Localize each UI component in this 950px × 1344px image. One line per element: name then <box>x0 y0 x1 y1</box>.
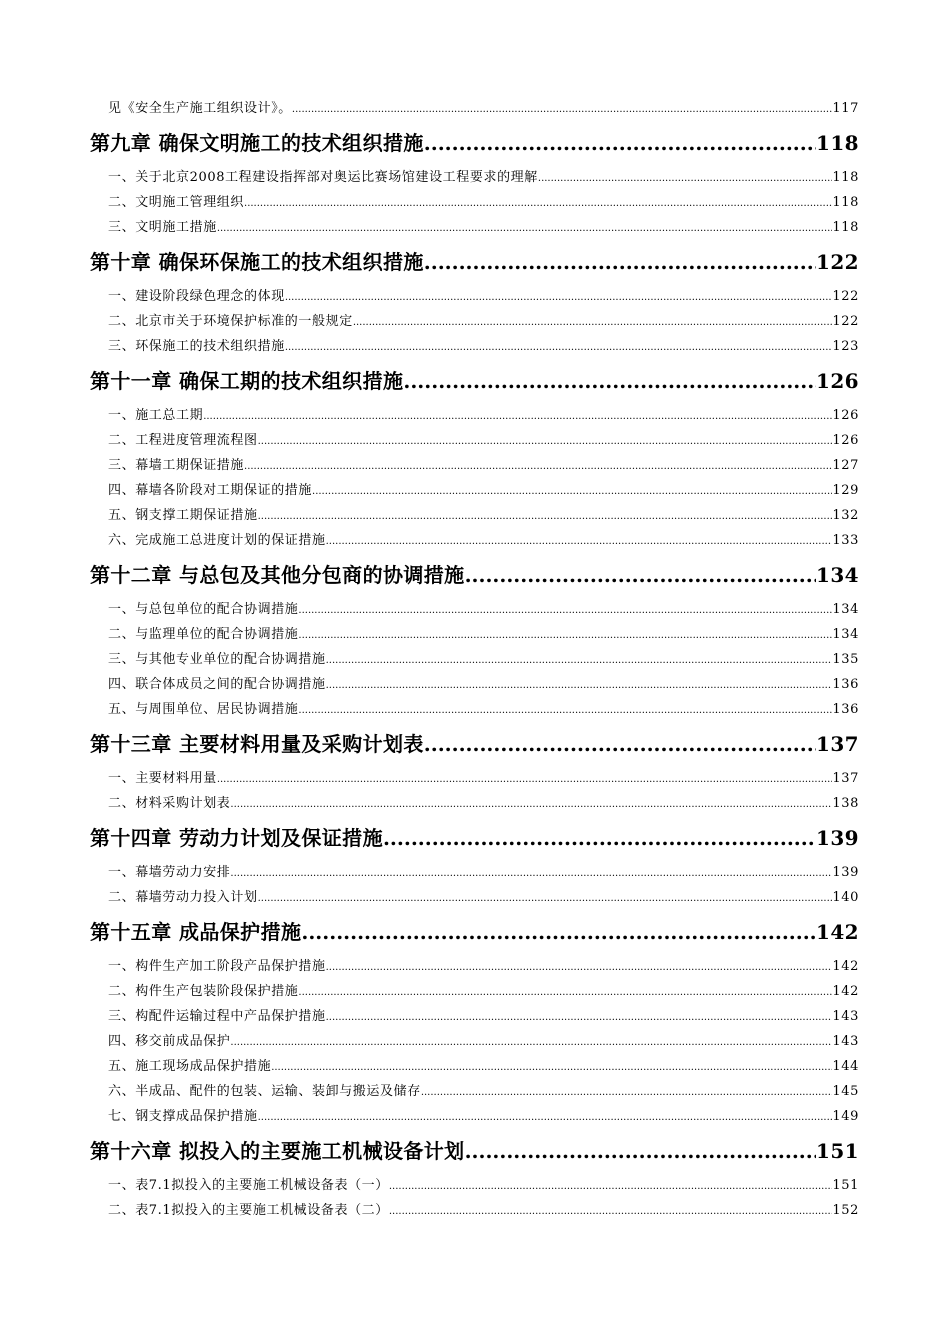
toc-section-entry[interactable] <box>90 1004 859 1029</box>
toc-entry-label: 三、幕墙工期保证措施 <box>108 458 245 473</box>
toc-entry-label: 一、表7.1拟投入的主要施工机械设备表（一） <box>108 1178 389 1193</box>
toc-entry-label: 四、联合体成员之间的配合协调措施 <box>108 677 326 692</box>
toc-leader-dots <box>298 623 832 647</box>
toc-leader-dots <box>244 191 832 215</box>
toc-leader-dots <box>326 648 833 672</box>
toc-entry-label: 第十四章 劳动力计划及保证措施 <box>90 826 383 850</box>
toc-page-number: 134 <box>816 563 859 587</box>
toc-page-number: 151 <box>832 1178 859 1193</box>
toc-chapter-entry[interactable] <box>90 1129 859 1173</box>
toc-leader-dots <box>312 479 832 503</box>
toc-section-entry[interactable] <box>90 860 859 885</box>
toc-page-number: 118 <box>832 195 859 210</box>
toc-entry-label: 第十章 确保环保施工的技术组织措施 <box>90 250 424 274</box>
toc-section-entry[interactable] <box>90 1173 859 1198</box>
toc-section-entry[interactable] <box>90 791 859 816</box>
toc-entry-label: 一、主要材料用量 <box>108 771 217 786</box>
toc-leader-dots <box>383 816 816 860</box>
toc-leader-dots <box>389 1174 833 1198</box>
toc-entry-label: 二、表7.1拟投入的主要施工机械设备表（二） <box>108 1203 389 1218</box>
toc-leader-dots <box>421 1080 833 1104</box>
toc-page-number: 143 <box>832 1034 859 1049</box>
toc-entry-label: 三、环保施工的技术组织措施 <box>108 339 285 354</box>
toc-entry-label: 五、与周围单位、居民协调措施 <box>108 702 299 717</box>
toc-leader-dots <box>465 553 816 597</box>
toc-leader-dots <box>465 1129 816 1173</box>
toc-entry-label: 第十二章 与总包及其他分包商的协调措施 <box>90 563 465 587</box>
toc-page-number: 142 <box>832 984 859 999</box>
toc-leader-dots <box>424 121 816 165</box>
toc-entry-label: 二、工程进度管理流程图 <box>108 433 258 448</box>
toc-page-number: 143 <box>832 1009 859 1024</box>
toc-page-number: 123 <box>832 339 859 354</box>
toc-leader-dots <box>244 454 832 478</box>
toc-entry-label: 一、施工总工期 <box>108 408 204 423</box>
toc-leader-dots <box>403 359 816 403</box>
toc-section-entry[interactable] <box>90 766 859 791</box>
toc-entry-label: 二、构件生产包装阶段保护措施 <box>108 984 299 999</box>
toc-section-entry[interactable] <box>90 1029 859 1054</box>
toc-entry-label: 六、半成品、配件的包装、运输、装卸与搬运及储存 <box>108 1084 421 1099</box>
toc-entry-label: 第十六章 拟投入的主要施工机械设备计划 <box>90 1139 465 1163</box>
toc-leader-dots <box>353 310 833 334</box>
toc-section-entry[interactable] <box>90 647 859 672</box>
toc-page-number: 142 <box>816 920 859 944</box>
toc-page-number: 137 <box>816 732 859 756</box>
toc-leader-dots <box>203 404 832 428</box>
toc-chapter-entry[interactable] <box>90 910 859 954</box>
toc-leader-dots <box>258 429 833 453</box>
toc-section-entry[interactable] <box>90 1104 859 1129</box>
toc-leader-dots <box>258 1105 833 1129</box>
toc-page-number: 152 <box>832 1203 859 1218</box>
toc-entry-label: 一、构件生产加工阶段产品保护措施 <box>108 959 326 974</box>
toc-entry-label: 第十五章 成品保护措施 <box>90 920 302 944</box>
toc-page-number: 134 <box>832 602 859 617</box>
toc-leader-dots <box>538 166 832 190</box>
toc-section-entry[interactable] <box>90 885 859 910</box>
toc-page-number: 134 <box>832 627 859 642</box>
toc-leader-dots <box>424 722 816 766</box>
toc-page-number: 151 <box>816 1139 859 1163</box>
toc-entry-label: 二、文明施工管理组织 <box>108 195 245 210</box>
toc-page-number: 136 <box>832 677 859 692</box>
toc-page-number: 118 <box>832 220 859 235</box>
toc-section-entry[interactable] <box>90 478 859 503</box>
toc-page-number: 122 <box>832 314 859 329</box>
toc-leader-dots <box>271 1055 832 1079</box>
toc-section-entry[interactable] <box>90 697 859 722</box>
toc-page-number: 139 <box>832 865 859 880</box>
toc-entry-label: 三、构配件运输过程中产品保护措施 <box>108 1009 326 1024</box>
toc-entry-label: 一、关于北京2008工程建设指挥部对奥运比赛场馆建设工程要求的理解 <box>108 170 538 185</box>
toc-page-number: 135 <box>832 652 859 667</box>
toc-leader-dots <box>298 598 832 622</box>
toc-page-number: 126 <box>832 433 859 448</box>
toc-leader-dots <box>285 285 833 309</box>
toc-entry-label: 见《安全生产施工组织设计》。 <box>108 101 292 116</box>
toc-section-entry[interactable] <box>90 309 859 334</box>
toc-leader-dots <box>217 767 833 791</box>
toc-section-entry[interactable] <box>90 334 859 359</box>
toc-entry-label: 二、北京市关于环境保护标准的一般规定 <box>108 314 353 329</box>
toc-section-entry[interactable] <box>90 979 859 1004</box>
toc-entry-label: 五、施工现场成品保护措施 <box>108 1059 272 1074</box>
toc-section-entry[interactable] <box>90 284 859 309</box>
toc-page-number: 132 <box>832 508 859 523</box>
toc-leader-dots <box>326 529 833 553</box>
toc-section-entry[interactable] <box>90 96 859 121</box>
toc-leader-dots <box>326 955 833 979</box>
toc-chapter-entry[interactable] <box>90 121 859 165</box>
toc-section-entry[interactable] <box>90 165 859 190</box>
toc-entry-label: 二、材料采购计划表 <box>108 796 231 811</box>
toc-chapter-entry[interactable] <box>90 816 859 860</box>
toc-entry-label: 六、完成施工总进度计划的保证措施 <box>108 533 326 548</box>
toc-page-number: 138 <box>832 796 859 811</box>
toc-page-number: 127 <box>832 458 859 473</box>
toc-entry-label: 一、幕墙劳动力安排 <box>108 865 231 880</box>
toc-leader-dots <box>424 240 816 284</box>
toc-entry-label: 一、与总包单位的配合协调措施 <box>108 602 299 617</box>
toc-page-number: 140 <box>832 890 859 905</box>
toc-page-number: 126 <box>832 408 859 423</box>
toc-page-number: 149 <box>832 1109 859 1124</box>
toc-page-number: 137 <box>832 771 859 786</box>
toc-leader-dots <box>301 910 816 954</box>
toc-leader-dots <box>326 673 833 697</box>
toc-page-number: 136 <box>832 702 859 717</box>
toc-page-number: 142 <box>832 959 859 974</box>
toc-section-entry[interactable] <box>90 954 859 979</box>
toc-leader-dots <box>258 504 833 528</box>
toc-entry-label: 一、建设阶段绿色理念的体现 <box>108 289 285 304</box>
toc-section-entry[interactable] <box>90 403 859 428</box>
toc-leader-dots <box>258 886 833 910</box>
toc-entry-label: 四、幕墙各阶段对工期保证的措施 <box>108 483 313 498</box>
toc-page-number: 117 <box>832 101 859 116</box>
toc-chapter-entry[interactable] <box>90 359 859 403</box>
toc-leader-dots <box>298 698 832 722</box>
toc-entry-label: 第九章 确保文明施工的技术组织措施 <box>90 131 424 155</box>
toc-leader-dots <box>285 335 833 359</box>
toc-section-entry[interactable] <box>90 1079 859 1104</box>
toc-entry-label: 三、文明施工措施 <box>108 220 217 235</box>
toc-chapter-entry[interactable] <box>90 722 859 766</box>
toc-entry-label: 二、幕墙劳动力投入计划 <box>108 890 258 905</box>
toc-page-number: 145 <box>832 1084 859 1099</box>
toc-entry-label: 四、移交前成品保护 <box>108 1034 231 1049</box>
toc-page-number: 133 <box>832 533 859 548</box>
toc-section-entry[interactable] <box>90 190 859 215</box>
toc-section-entry[interactable] <box>90 215 859 240</box>
toc-entry-label: 三、与其他专业单位的配合协调措施 <box>108 652 326 667</box>
toc-section-entry[interactable] <box>90 622 859 647</box>
toc-entry-label: 五、钢支撑工期保证措施 <box>108 508 258 523</box>
toc-page-number: 118 <box>832 170 859 185</box>
toc-leader-dots <box>292 97 832 121</box>
toc-section-entry[interactable] <box>90 672 859 697</box>
toc-section-entry[interactable] <box>90 1054 859 1079</box>
toc-chapter-entry[interactable] <box>90 553 859 597</box>
toc-leader-dots <box>217 216 833 240</box>
toc-entry-label: 二、与监理单位的配合协调措施 <box>108 627 299 642</box>
toc-entry-label: 第十三章 主要材料用量及采购计划表 <box>90 732 424 756</box>
toc-leader-dots <box>230 861 832 885</box>
toc-page-number: 144 <box>832 1059 859 1074</box>
toc-section-entry[interactable] <box>90 503 859 528</box>
toc-leader-dots <box>326 1005 833 1029</box>
toc-chapter-entry[interactable] <box>90 240 859 284</box>
toc-page-number: 122 <box>816 250 859 274</box>
toc-section-entry[interactable] <box>90 428 859 453</box>
toc-leader-dots <box>230 1030 832 1054</box>
toc-entry-label: 第十一章 确保工期的技术组织措施 <box>90 369 404 393</box>
toc-section-entry[interactable] <box>90 597 859 622</box>
toc-page-number: 126 <box>816 369 859 393</box>
table-of-contents <box>90 96 859 1223</box>
toc-page-number: 122 <box>832 289 859 304</box>
toc-section-entry[interactable] <box>90 1198 859 1223</box>
toc-page-number: 118 <box>816 131 859 155</box>
toc-leader-dots <box>389 1199 833 1223</box>
toc-leader-dots <box>230 792 832 816</box>
toc-page-number: 129 <box>832 483 859 498</box>
toc-section-entry[interactable] <box>90 453 859 478</box>
toc-entry-label: 七、钢支撑成品保护措施 <box>108 1109 258 1124</box>
toc-page-number: 139 <box>816 826 859 850</box>
toc-leader-dots <box>298 980 832 1004</box>
toc-section-entry[interactable] <box>90 528 859 553</box>
